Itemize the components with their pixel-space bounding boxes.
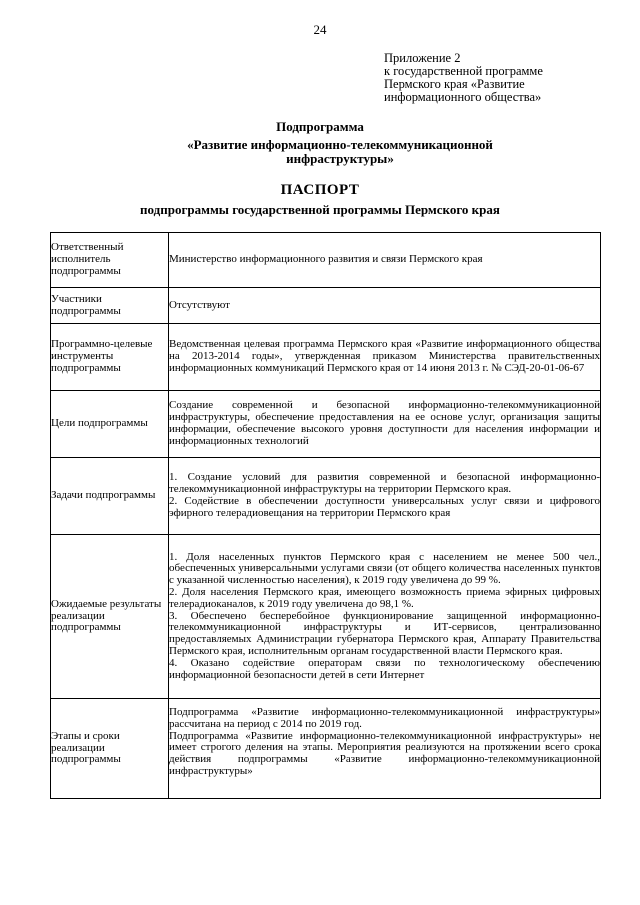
- subprogram-heading: Подпрограмма: [276, 119, 364, 134]
- row-value: [169, 699, 601, 799]
- row-value: [169, 391, 601, 458]
- table-row: [51, 699, 601, 799]
- row-value: [169, 324, 601, 391]
- row-label: Этапы и сроки реализации подпрограммы: [51, 699, 169, 799]
- value-paragraph: Создание современной и безопасной информационно-телекоммуникационной инфраструктуры, обеспечение предоставления на ее основе услуг, организация защиты информации, обеспечение высокого уровня доступности для населения информации и информационных технологий: [169, 399, 600, 447]
- row-value: [169, 288, 601, 324]
- page-number: 24: [313, 22, 327, 37]
- value-paragraph: Ведомственная целевая программа Пермского края «Развитие информационного общества на 2013-2014 годы», утвержденная приказом Министерства правительственных информационных коммуникаций Пермского края от 14 июня 2013 г. № СЭД-20-01-06-67: [169, 338, 600, 374]
- table-row: [51, 535, 601, 699]
- value-paragraph: 1. Создание условий для развития современной и безопасной информационно-телекоммуникационной инфраструктуры на территории Пермского края.: [169, 471, 600, 496]
- row-label: Ответственный исполнитель подпрограммы: [51, 233, 169, 288]
- value-paragraph: 2. Содействие в обеспечении доступности универсальных услуг связи и цифрового эфирного телерадиовещания на территории Пермского края: [169, 495, 600, 519]
- appendix-note: [384, 52, 624, 104]
- row-value: [169, 458, 601, 535]
- appendix-line: информационного общества»: [384, 90, 542, 104]
- passport-table: [50, 232, 601, 799]
- value-paragraph: 4. Оказано содействие операторам связи по технологическому обеспечению информационной безопасности детей в сети Интернет: [169, 656, 600, 681]
- table-row: [51, 233, 601, 288]
- subprogram-name: «Развитие информационно-телекоммуникационной инфраструктуры»: [187, 137, 493, 166]
- passport-title: ПАСПОРТ: [280, 182, 360, 198]
- value-paragraph: 3. Обеспечено бесперебойное функционирование защищенной информационно-телекоммуникационной инфраструктуры и ИТ-сервисов, централизованно предоставляемых Администрации губернатора Пермского края, Аппарату Правительства Пермского края, исполнительным органам государственной власти Пермского края.: [169, 609, 600, 657]
- value-paragraph: Отсутствуют: [169, 298, 230, 311]
- table-row: [51, 288, 601, 324]
- row-label: Ожидаемые результаты реализации подпрограммы: [51, 535, 169, 699]
- table-row: [51, 324, 601, 391]
- value-paragraph: 2. Доля населения Пермского края, имеющего возможность приема эфирных цифровых телерадиоканалов, к 2019 году увеличена до 98,1 %.: [169, 586, 600, 610]
- row-label: Цели подпрограммы: [51, 391, 169, 458]
- row-label: Участники подпрограммы: [51, 288, 169, 324]
- row-value: [169, 233, 601, 288]
- appendix-line: Пермского края «Развитие: [384, 77, 525, 91]
- row-value: [169, 535, 601, 699]
- value-paragraph: Подпрограмма «Развитие информационно-телекоммуникационной инфраструктуры» не имеет строгого деления на этапы. Мероприятия реализуются на протяжении всего срока действия подпрограммы «Развитие информационно-телекоммуникационной инфраструктуры»: [169, 729, 600, 777]
- appendix-line: к государственной программе: [384, 64, 543, 78]
- passport-subtitle: подпрограммы государственной программы Пермского края: [140, 202, 500, 217]
- appendix-line: Приложение 2: [384, 51, 461, 65]
- table-row: [51, 391, 601, 458]
- value-paragraph: Министерство информационного развития и связи Пермского края: [169, 253, 483, 266]
- row-label: Задачи подпрограммы: [51, 458, 169, 535]
- table-row: [51, 458, 601, 535]
- row-label: Программно-целевые инструменты подпрограммы: [51, 324, 169, 391]
- value-paragraph: Подпрограмма «Развитие информационно-телекоммуникационной инфраструктуры» рассчитана на период с 2014 по 2019 год.: [169, 706, 600, 730]
- value-paragraph: 1. Доля населенных пунктов Пермского края с населением не менее 500 чел., обеспеченных универсальными услугами связи (от общего количества населенных пунктов с указанной численностью населения), к 2019 году увеличена до 99 %.: [169, 550, 600, 587]
